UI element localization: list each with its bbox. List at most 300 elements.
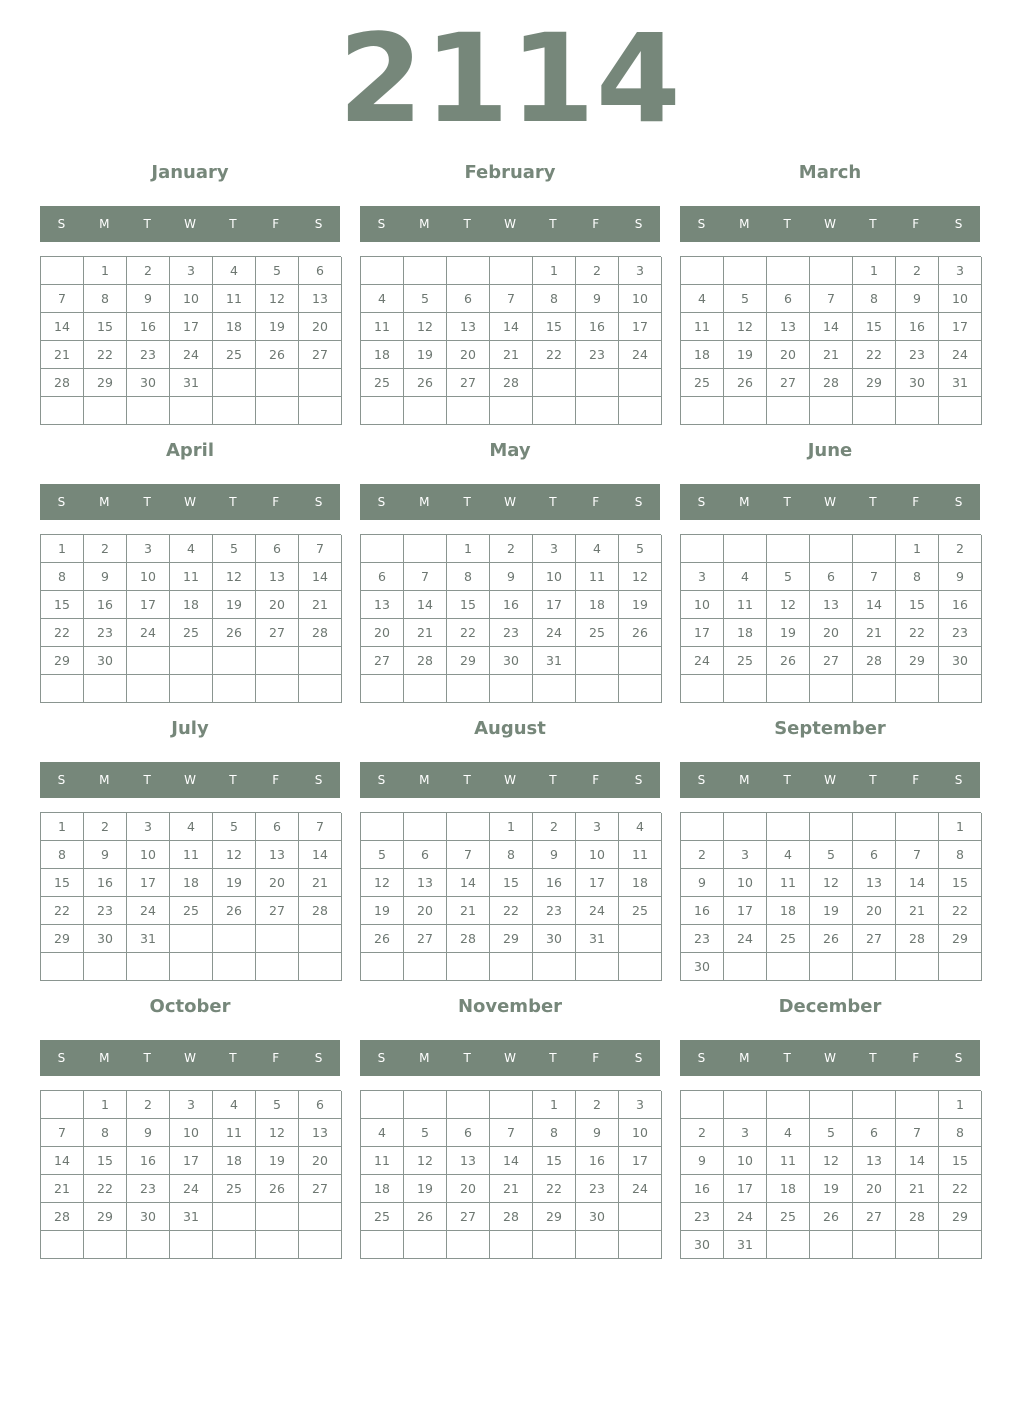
day-cell: 17 — [619, 313, 662, 341]
day-cell: 4 — [170, 813, 213, 841]
day-cell: 16 — [533, 869, 576, 897]
weekday-label: S — [954, 217, 963, 231]
day-cell: 10 — [576, 841, 619, 869]
weekday-header — [40, 206, 340, 242]
day-cell: 23 — [939, 619, 982, 647]
month-name: August — [474, 718, 546, 739]
day-cell: 12 — [256, 1119, 299, 1147]
day-cell: 29 — [41, 647, 84, 675]
day-cell: 12 — [256, 285, 299, 313]
day-cell: 25 — [170, 897, 213, 925]
day-grid — [360, 534, 661, 703]
empty-day-cell — [939, 1231, 982, 1259]
day-cell: 11 — [619, 841, 662, 869]
weekday-label: M — [99, 495, 110, 509]
day-cell: 20 — [853, 897, 896, 925]
weekday-label: W — [184, 495, 196, 509]
empty-day-cell — [41, 397, 84, 425]
weekday-label: T — [869, 495, 877, 509]
day-cell: 15 — [896, 591, 939, 619]
day-cell: 4 — [576, 535, 619, 563]
weekday-label: S — [954, 773, 963, 787]
day-cell: 28 — [299, 897, 342, 925]
day-cell: 21 — [810, 341, 853, 369]
day-cell: 8 — [84, 1119, 127, 1147]
day-cell: 18 — [767, 1175, 810, 1203]
weekday-label: F — [592, 495, 600, 509]
day-cell: 7 — [447, 841, 490, 869]
weekday-label: F — [272, 495, 280, 509]
month-name: September — [774, 718, 886, 739]
empty-day-cell — [404, 535, 447, 563]
day-cell: 14 — [853, 591, 896, 619]
day-cell: 12 — [810, 1147, 853, 1175]
weekday-label: F — [912, 495, 920, 509]
day-cell: 27 — [447, 1203, 490, 1231]
day-cell: 2 — [896, 257, 939, 285]
day-cell: 17 — [724, 897, 767, 925]
empty-day-cell — [127, 647, 170, 675]
day-cell: 19 — [256, 313, 299, 341]
weekday-label: T — [463, 773, 471, 787]
empty-day-cell — [213, 647, 256, 675]
weekday-label: W — [184, 217, 196, 231]
day-cell: 3 — [724, 1119, 767, 1147]
day-cell: 3 — [170, 1091, 213, 1119]
day-cell: 22 — [939, 897, 982, 925]
month-name: December — [778, 996, 882, 1017]
day-cell: 2 — [127, 1091, 170, 1119]
day-cell: 23 — [490, 619, 533, 647]
day-cell: 30 — [127, 1203, 170, 1231]
day-cell: 24 — [127, 897, 170, 925]
day-cell: 13 — [299, 285, 342, 313]
day-cell: 23 — [896, 341, 939, 369]
empty-day-cell — [447, 257, 490, 285]
day-cell: 29 — [490, 925, 533, 953]
weekday-label: S — [697, 773, 706, 787]
day-cell: 12 — [404, 1147, 447, 1175]
day-cell: 22 — [533, 1175, 576, 1203]
day-cell: 16 — [576, 313, 619, 341]
empty-day-cell — [619, 925, 662, 953]
empty-day-cell — [490, 1091, 533, 1119]
weekday-label: T — [549, 495, 557, 509]
weekday-label: T — [549, 217, 557, 231]
day-cell: 9 — [84, 563, 127, 591]
empty-day-cell — [299, 675, 342, 703]
day-cell: 19 — [361, 897, 404, 925]
empty-day-cell — [361, 953, 404, 981]
day-cell: 7 — [853, 563, 896, 591]
day-cell: 6 — [810, 563, 853, 591]
day-cell: 10 — [724, 1147, 767, 1175]
day-cell: 4 — [767, 841, 810, 869]
day-cell: 17 — [724, 1175, 767, 1203]
weekday-label: W — [824, 773, 836, 787]
day-cell: 8 — [41, 841, 84, 869]
day-cell: 13 — [767, 313, 810, 341]
day-cell: 24 — [681, 647, 724, 675]
day-cell: 11 — [213, 285, 256, 313]
empty-day-cell — [576, 647, 619, 675]
empty-day-cell — [41, 1091, 84, 1119]
empty-day-cell — [896, 953, 939, 981]
empty-day-cell — [84, 953, 127, 981]
day-cell: 15 — [939, 869, 982, 897]
day-cell: 11 — [767, 869, 810, 897]
empty-day-cell — [576, 369, 619, 397]
day-cell: 21 — [896, 1175, 939, 1203]
weekday-label: S — [634, 773, 643, 787]
empty-day-cell — [767, 1091, 810, 1119]
day-cell: 17 — [127, 869, 170, 897]
weekday-label: T — [783, 1051, 791, 1065]
weekday-label: S — [634, 1051, 643, 1065]
day-cell: 7 — [490, 285, 533, 313]
day-cell: 29 — [41, 925, 84, 953]
weekday-label: S — [697, 217, 706, 231]
empty-day-cell — [41, 1231, 84, 1259]
day-cell: 27 — [853, 1203, 896, 1231]
day-cell: 4 — [213, 257, 256, 285]
day-cell: 19 — [213, 591, 256, 619]
day-cell: 22 — [84, 1175, 127, 1203]
day-cell: 29 — [853, 369, 896, 397]
day-cell: 17 — [619, 1147, 662, 1175]
month-name: November — [457, 996, 563, 1017]
weekday-header — [360, 1040, 660, 1076]
empty-day-cell — [170, 953, 213, 981]
empty-day-cell — [576, 397, 619, 425]
day-cell: 14 — [896, 1147, 939, 1175]
day-cell: 24 — [619, 341, 662, 369]
day-cell: 2 — [84, 535, 127, 563]
day-cell: 4 — [361, 285, 404, 313]
day-cell: 20 — [299, 313, 342, 341]
day-cell: 13 — [299, 1119, 342, 1147]
empty-day-cell — [576, 675, 619, 703]
weekday-header — [40, 1040, 340, 1076]
empty-day-cell — [404, 953, 447, 981]
day-cell: 29 — [84, 369, 127, 397]
day-cell: 22 — [447, 619, 490, 647]
day-cell: 30 — [84, 925, 127, 953]
day-cell: 27 — [361, 647, 404, 675]
day-cell: 23 — [576, 1175, 619, 1203]
day-cell: 13 — [810, 591, 853, 619]
day-cell: 8 — [853, 285, 896, 313]
empty-day-cell — [127, 1231, 170, 1259]
empty-day-cell — [681, 675, 724, 703]
weekday-label: F — [592, 217, 600, 231]
empty-day-cell — [767, 397, 810, 425]
day-cell: 6 — [299, 1091, 342, 1119]
day-cell: 5 — [256, 1091, 299, 1119]
empty-day-cell — [490, 1231, 533, 1259]
day-cell: 25 — [213, 1175, 256, 1203]
day-cell: 27 — [810, 647, 853, 675]
weekday-label: T — [143, 773, 151, 787]
day-cell: 20 — [853, 1175, 896, 1203]
day-cell: 30 — [576, 1203, 619, 1231]
day-cell: 3 — [939, 257, 982, 285]
day-cell: 14 — [41, 313, 84, 341]
day-cell: 18 — [681, 341, 724, 369]
day-cell: 13 — [853, 869, 896, 897]
day-cell: 31 — [724, 1231, 767, 1259]
day-cell: 17 — [533, 591, 576, 619]
empty-day-cell — [939, 953, 982, 981]
day-grid — [40, 256, 341, 425]
day-cell: 5 — [213, 813, 256, 841]
weekday-label: T — [869, 217, 877, 231]
day-cell: 16 — [939, 591, 982, 619]
empty-day-cell — [447, 953, 490, 981]
day-cell: 18 — [170, 591, 213, 619]
empty-day-cell — [41, 675, 84, 703]
empty-day-cell — [256, 369, 299, 397]
day-cell: 3 — [170, 257, 213, 285]
day-cell: 12 — [810, 869, 853, 897]
empty-day-cell — [896, 675, 939, 703]
day-cell: 17 — [127, 591, 170, 619]
empty-day-cell — [170, 925, 213, 953]
day-cell: 8 — [896, 563, 939, 591]
day-cell: 3 — [619, 1091, 662, 1119]
empty-day-cell — [361, 675, 404, 703]
day-cell: 11 — [361, 313, 404, 341]
day-cell: 6 — [256, 813, 299, 841]
empty-day-cell — [619, 953, 662, 981]
day-cell: 19 — [810, 897, 853, 925]
month-name: July — [171, 718, 209, 739]
day-cell: 28 — [896, 1203, 939, 1231]
day-cell: 16 — [127, 313, 170, 341]
day-cell: 24 — [533, 619, 576, 647]
day-cell: 8 — [533, 1119, 576, 1147]
day-cell: 9 — [490, 563, 533, 591]
day-cell: 24 — [724, 925, 767, 953]
day-cell: 15 — [41, 591, 84, 619]
day-cell: 18 — [576, 591, 619, 619]
weekday-label: W — [504, 1051, 516, 1065]
day-cell: 10 — [724, 869, 767, 897]
day-cell: 2 — [533, 813, 576, 841]
day-cell: 23 — [127, 341, 170, 369]
day-cell: 25 — [767, 925, 810, 953]
day-cell: 8 — [939, 841, 982, 869]
day-cell: 25 — [681, 369, 724, 397]
day-cell: 4 — [724, 563, 767, 591]
day-cell: 20 — [256, 869, 299, 897]
weekday-label: S — [954, 495, 963, 509]
day-cell: 26 — [767, 647, 810, 675]
day-cell: 20 — [810, 619, 853, 647]
empty-day-cell — [853, 953, 896, 981]
weekday-label: M — [739, 773, 750, 787]
day-cell: 29 — [447, 647, 490, 675]
weekday-label: S — [634, 217, 643, 231]
day-cell: 24 — [619, 1175, 662, 1203]
day-grid — [40, 534, 341, 703]
empty-day-cell — [724, 397, 767, 425]
day-cell: 25 — [724, 647, 767, 675]
day-cell: 7 — [896, 841, 939, 869]
empty-day-cell — [896, 1091, 939, 1119]
day-cell: 15 — [84, 313, 127, 341]
day-cell: 15 — [533, 313, 576, 341]
empty-day-cell — [810, 675, 853, 703]
day-cell: 27 — [299, 1175, 342, 1203]
day-cell: 31 — [127, 925, 170, 953]
day-cell: 3 — [724, 841, 767, 869]
day-cell: 9 — [533, 841, 576, 869]
empty-day-cell — [299, 1203, 342, 1231]
weekday-label: M — [99, 773, 110, 787]
empty-day-cell — [619, 369, 662, 397]
day-cell: 26 — [213, 897, 256, 925]
weekday-label: W — [824, 1051, 836, 1065]
day-grid — [40, 812, 341, 981]
day-cell: 28 — [853, 647, 896, 675]
day-cell: 26 — [404, 1203, 447, 1231]
empty-day-cell — [361, 397, 404, 425]
day-grid — [680, 256, 981, 425]
weekday-label: F — [912, 217, 920, 231]
day-cell: 22 — [41, 897, 84, 925]
weekday-label: W — [824, 217, 836, 231]
weekday-label: T — [143, 1051, 151, 1065]
day-cell: 27 — [256, 897, 299, 925]
empty-day-cell — [810, 953, 853, 981]
day-cell: 10 — [533, 563, 576, 591]
weekday-label: W — [504, 217, 516, 231]
day-cell: 2 — [681, 841, 724, 869]
day-cell: 1 — [533, 1091, 576, 1119]
empty-day-cell — [724, 1091, 767, 1119]
weekday-label: M — [419, 217, 430, 231]
day-cell: 23 — [84, 897, 127, 925]
month-name: January — [151, 162, 229, 183]
empty-day-cell — [127, 953, 170, 981]
day-cell: 9 — [681, 869, 724, 897]
day-cell: 11 — [170, 841, 213, 869]
month-name: February — [464, 162, 556, 183]
weekday-label: T — [783, 495, 791, 509]
empty-day-cell — [213, 675, 256, 703]
day-grid — [360, 812, 661, 981]
day-cell: 7 — [299, 535, 342, 563]
empty-day-cell — [404, 1231, 447, 1259]
day-cell: 9 — [939, 563, 982, 591]
weekday-label: T — [229, 1051, 237, 1065]
day-cell: 14 — [810, 313, 853, 341]
weekday-label: S — [57, 217, 66, 231]
day-cell: 21 — [299, 591, 342, 619]
empty-day-cell — [404, 257, 447, 285]
day-cell: 1 — [41, 813, 84, 841]
day-cell: 13 — [853, 1147, 896, 1175]
weekday-label: S — [57, 773, 66, 787]
day-cell: 27 — [299, 341, 342, 369]
empty-day-cell — [810, 257, 853, 285]
weekday-label: F — [272, 773, 280, 787]
day-cell: 9 — [681, 1147, 724, 1175]
empty-day-cell — [619, 397, 662, 425]
day-cell: 14 — [404, 591, 447, 619]
weekday-label: T — [869, 773, 877, 787]
weekday-label: F — [912, 773, 920, 787]
day-cell: 17 — [681, 619, 724, 647]
day-cell: 29 — [939, 925, 982, 953]
day-cell: 14 — [490, 1147, 533, 1175]
day-cell: 5 — [810, 841, 853, 869]
day-cell: 10 — [619, 285, 662, 313]
day-cell: 2 — [576, 1091, 619, 1119]
empty-day-cell — [213, 369, 256, 397]
day-cell: 21 — [41, 341, 84, 369]
day-cell: 15 — [853, 313, 896, 341]
day-cell: 30 — [896, 369, 939, 397]
day-cell: 15 — [41, 869, 84, 897]
empty-day-cell — [447, 397, 490, 425]
day-cell: 27 — [256, 619, 299, 647]
empty-day-cell — [299, 925, 342, 953]
day-cell: 24 — [170, 1175, 213, 1203]
day-cell: 18 — [361, 1175, 404, 1203]
day-cell: 8 — [447, 563, 490, 591]
empty-day-cell — [767, 535, 810, 563]
day-cell: 10 — [681, 591, 724, 619]
day-cell: 1 — [533, 257, 576, 285]
day-cell: 22 — [41, 619, 84, 647]
day-cell: 22 — [533, 341, 576, 369]
weekday-label: S — [377, 217, 386, 231]
day-cell: 31 — [576, 925, 619, 953]
empty-day-cell — [853, 397, 896, 425]
day-cell: 11 — [681, 313, 724, 341]
day-cell: 14 — [490, 313, 533, 341]
weekday-label: M — [419, 773, 430, 787]
day-cell: 26 — [619, 619, 662, 647]
weekday-label: S — [954, 1051, 963, 1065]
weekday-label: M — [739, 217, 750, 231]
day-cell: 21 — [41, 1175, 84, 1203]
weekday-label: S — [314, 495, 323, 509]
day-cell: 25 — [361, 1203, 404, 1231]
day-cell: 4 — [170, 535, 213, 563]
day-cell: 12 — [213, 841, 256, 869]
day-cell: 11 — [724, 591, 767, 619]
day-cell: 6 — [767, 285, 810, 313]
day-cell: 14 — [896, 869, 939, 897]
day-cell: 5 — [619, 535, 662, 563]
day-cell: 13 — [361, 591, 404, 619]
day-cell: 21 — [490, 341, 533, 369]
day-cell: 28 — [41, 369, 84, 397]
empty-day-cell — [681, 535, 724, 563]
empty-day-cell — [447, 1231, 490, 1259]
weekday-label: M — [419, 1051, 430, 1065]
day-cell: 23 — [84, 619, 127, 647]
empty-day-cell — [724, 535, 767, 563]
day-cell: 26 — [213, 619, 256, 647]
day-cell: 22 — [84, 341, 127, 369]
day-cell: 26 — [361, 925, 404, 953]
day-cell: 29 — [896, 647, 939, 675]
day-grid — [680, 534, 981, 703]
